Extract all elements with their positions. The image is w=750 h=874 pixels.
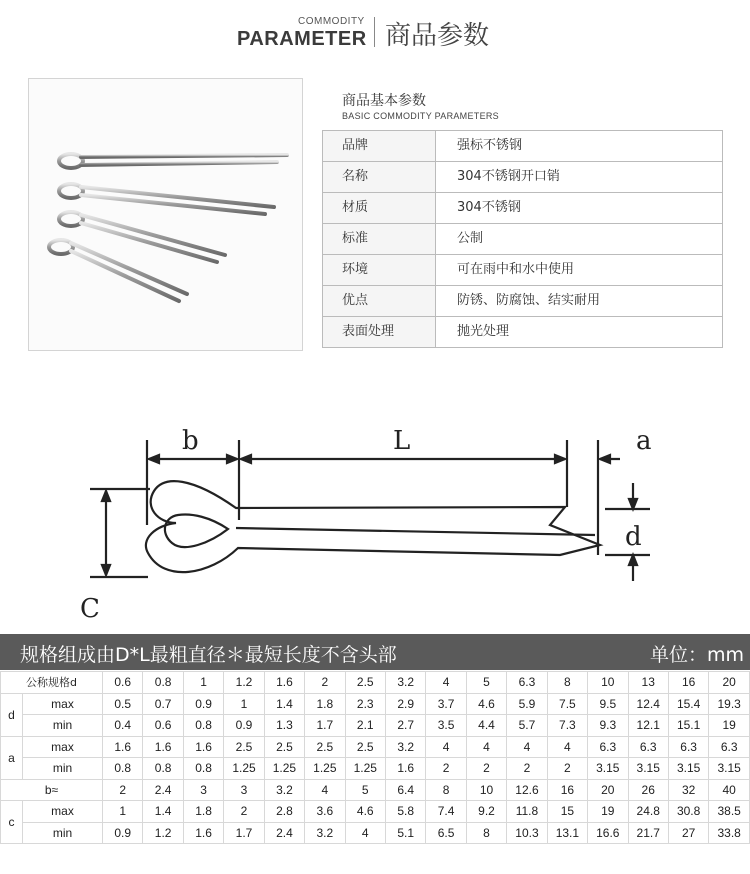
value-cell: 13.1 (547, 822, 587, 844)
value-cell: 9.5 (588, 693, 628, 715)
table-row (323, 224, 723, 255)
table-row (323, 317, 723, 348)
table-row (323, 131, 723, 162)
value-cell: 5.1 (385, 822, 425, 844)
value-cell: 2.1 (345, 715, 385, 737)
table-row (1, 693, 750, 715)
value-cell: 4 (345, 822, 385, 844)
value-cell: 6.3 (588, 736, 628, 758)
row-label: max (23, 801, 103, 823)
value-cell: 6.5 (426, 822, 466, 844)
value-cell: 0.9 (224, 715, 264, 737)
value-cell: 4 (507, 736, 547, 758)
value-cell: 1.6 (103, 736, 143, 758)
value-cell: 38.5 (709, 801, 750, 823)
table-row (323, 255, 723, 286)
value-cell: 11.8 (507, 801, 547, 823)
size-cell: 0.6 (103, 672, 143, 694)
value-cell: 4 (547, 736, 587, 758)
table-row (1, 758, 750, 780)
value-cell: 1.8 (305, 693, 345, 715)
param-key: 环境 (323, 255, 436, 285)
table-row (323, 193, 723, 224)
size-cell: 20 (709, 672, 750, 694)
value-cell: 7.5 (547, 693, 587, 715)
value-cell: 2.5 (264, 736, 304, 758)
value-cell: 1 (103, 801, 143, 823)
value-cell: 2 (547, 758, 587, 780)
value-cell: 1.8 (183, 801, 223, 823)
value-cell: 0.8 (103, 758, 143, 780)
label-c: C (80, 594, 100, 624)
value-cell: 40 (709, 779, 750, 801)
size-cell: 1.6 (264, 672, 304, 694)
table-row (1, 801, 750, 823)
value-cell: 6.3 (668, 736, 708, 758)
table-row (1, 715, 750, 737)
value-cell: 0.8 (143, 758, 183, 780)
banner-note: 规格组成由D*L最粗直径＊最短长度不含头部 (20, 644, 397, 666)
value-cell: 2 (507, 758, 547, 780)
param-value: 防锈、防腐蚀、结实耐用 (436, 286, 723, 316)
value-cell: 1.7 (305, 715, 345, 737)
size-cell: 16 (668, 672, 708, 694)
product-photo (28, 78, 303, 351)
value-cell: 6.3 (628, 736, 668, 758)
value-cell: 19.3 (709, 693, 750, 715)
value-cell: 1.25 (345, 758, 385, 780)
value-cell: 0.8 (183, 758, 223, 780)
row-label: max (23, 736, 103, 758)
row-label: max (23, 693, 103, 715)
param-key: 名称 (323, 162, 436, 192)
value-cell: 20 (588, 779, 628, 801)
value-cell: 1.6 (143, 736, 183, 758)
value-cell: 1.7 (224, 822, 264, 844)
value-cell: 15.4 (668, 693, 708, 715)
value-cell: 1 (224, 693, 264, 715)
value-cell: 2.8 (264, 801, 304, 823)
group-label: a (1, 736, 23, 779)
value-cell: 3.6 (305, 801, 345, 823)
value-cell: 2 (103, 779, 143, 801)
header-subtitle: COMMODITY (298, 16, 365, 27)
value-cell: 3.5 (426, 715, 466, 737)
header-title: PARAMETER (237, 28, 367, 50)
value-cell: 24.8 (628, 801, 668, 823)
value-cell: 4 (466, 736, 506, 758)
value-cell: 1.4 (143, 801, 183, 823)
value-cell: 12.6 (507, 779, 547, 801)
value-cell: 32 (668, 779, 708, 801)
value-cell: 4.4 (466, 715, 506, 737)
value-cell: 3.15 (709, 758, 750, 780)
value-cell: 0.8 (183, 715, 223, 737)
value-cell: 1.6 (183, 736, 223, 758)
basic-params-title: 商品基本参数 (342, 93, 426, 109)
value-cell: 8 (466, 822, 506, 844)
value-cell: 4.6 (345, 801, 385, 823)
value-cell: 2 (466, 758, 506, 780)
value-cell: 0.9 (103, 822, 143, 844)
value-cell: 0.6 (143, 715, 183, 737)
value-cell: 3.15 (628, 758, 668, 780)
value-cell: 2.3 (345, 693, 385, 715)
value-cell: 26 (628, 779, 668, 801)
value-cell: 21.7 (628, 822, 668, 844)
table-row (323, 162, 723, 193)
size-cell: 0.8 (143, 672, 183, 694)
value-cell: 3.2 (305, 822, 345, 844)
value-cell: 5.7 (507, 715, 547, 737)
param-key: 表面处理 (323, 317, 436, 347)
value-cell: 9.3 (588, 715, 628, 737)
label-d: d (625, 522, 642, 552)
value-cell: 5 (345, 779, 385, 801)
value-cell: 4 (305, 779, 345, 801)
label-a: a (636, 426, 652, 456)
param-value: 强标不锈钢 (436, 131, 723, 161)
value-cell: 3.7 (426, 693, 466, 715)
param-value: 304不锈钢 (436, 193, 723, 223)
size-cell: 5 (466, 672, 506, 694)
header-title-cn: 商品参数 (385, 21, 490, 51)
banner-unit: 单位：mm (649, 644, 744, 666)
section-header (0, 0, 750, 60)
label-b: b (182, 426, 199, 456)
value-cell: 2 (426, 758, 466, 780)
value-cell: 6.4 (385, 779, 425, 801)
row-label: min (23, 758, 103, 780)
basic-params-subtitle: BASIC COMMODITY PARAMETERS (342, 111, 499, 121)
value-cell: 4.6 (466, 693, 506, 715)
size-header-label: 公称规格d (1, 672, 103, 694)
table-row (1, 822, 750, 844)
value-cell: 2 (224, 801, 264, 823)
value-cell: 1.25 (224, 758, 264, 780)
value-cell: 0.4 (103, 715, 143, 737)
value-cell: 6.3 (709, 736, 750, 758)
value-cell: 9.2 (466, 801, 506, 823)
table-row (323, 286, 723, 317)
value-cell: 2.4 (264, 822, 304, 844)
value-cell: 1.6 (385, 758, 425, 780)
row-label: b≈ (1, 779, 103, 801)
size-cell: 3.2 (385, 672, 425, 694)
value-cell: 2.5 (305, 736, 345, 758)
value-cell: 1.2 (143, 822, 183, 844)
value-cell: 7.3 (547, 715, 587, 737)
value-cell: 3.15 (668, 758, 708, 780)
value-cell: 2.9 (385, 693, 425, 715)
value-cell: 3 (183, 779, 223, 801)
group-label: d (1, 693, 23, 736)
size-cell: 10 (588, 672, 628, 694)
table-row (1, 779, 750, 801)
value-cell: 1.25 (264, 758, 304, 780)
value-cell: 27 (668, 822, 708, 844)
value-cell: 3 (224, 779, 264, 801)
value-cell: 19 (588, 801, 628, 823)
value-cell: 3.2 (385, 736, 425, 758)
value-cell: 0.7 (143, 693, 183, 715)
row-label: min (23, 715, 103, 737)
size-cell: 2 (305, 672, 345, 694)
dimension-diagram (60, 405, 700, 635)
value-cell: 0.5 (103, 693, 143, 715)
value-cell: 16.6 (588, 822, 628, 844)
value-cell: 3.15 (588, 758, 628, 780)
value-cell: 19 (709, 715, 750, 737)
value-cell: 16 (547, 779, 587, 801)
value-cell: 1.6 (183, 822, 223, 844)
size-cell: 2.5 (345, 672, 385, 694)
param-value: 304不锈钢开口销 (436, 162, 723, 192)
value-cell: 0.9 (183, 693, 223, 715)
row-label: min (23, 822, 103, 844)
basic-params-table (322, 130, 723, 348)
param-value: 可在雨中和水中使用 (436, 255, 723, 285)
param-value: 公制 (436, 224, 723, 254)
param-key: 标准 (323, 224, 436, 254)
param-key: 优点 (323, 286, 436, 316)
value-cell: 1.4 (264, 693, 304, 715)
value-cell: 2.5 (345, 736, 385, 758)
param-value: 抛光处理 (436, 317, 723, 347)
value-cell: 15.1 (668, 715, 708, 737)
value-cell: 15 (547, 801, 587, 823)
value-cell: 2.5 (224, 736, 264, 758)
value-cell: 1.3 (264, 715, 304, 737)
size-cell: 1 (183, 672, 223, 694)
value-cell: 5.8 (385, 801, 425, 823)
spec-table (0, 671, 750, 844)
size-cell: 13 (628, 672, 668, 694)
label-L: L (393, 426, 411, 456)
table-row (1, 672, 750, 694)
size-cell: 8 (547, 672, 587, 694)
cotter-pins-image (29, 79, 304, 352)
value-cell: 12.4 (628, 693, 668, 715)
value-cell: 10 (466, 779, 506, 801)
size-cell: 4 (426, 672, 466, 694)
size-cell: 6.3 (507, 672, 547, 694)
value-cell: 12.1 (628, 715, 668, 737)
value-cell: 3.2 (264, 779, 304, 801)
value-cell: 4 (426, 736, 466, 758)
value-cell: 33.8 (709, 822, 750, 844)
param-key: 材质 (323, 193, 436, 223)
value-cell: 30.8 (668, 801, 708, 823)
value-cell: 2.7 (385, 715, 425, 737)
value-cell: 10.3 (507, 822, 547, 844)
group-label: c (1, 801, 23, 844)
size-cell: 1.2 (224, 672, 264, 694)
value-cell: 8 (426, 779, 466, 801)
value-cell: 7.4 (426, 801, 466, 823)
value-cell: 1.25 (305, 758, 345, 780)
header-divider (374, 17, 375, 47)
value-cell: 5.9 (507, 693, 547, 715)
spec-banner (0, 634, 750, 670)
param-key: 品牌 (323, 131, 436, 161)
value-cell: 2.4 (143, 779, 183, 801)
table-row (1, 736, 750, 758)
